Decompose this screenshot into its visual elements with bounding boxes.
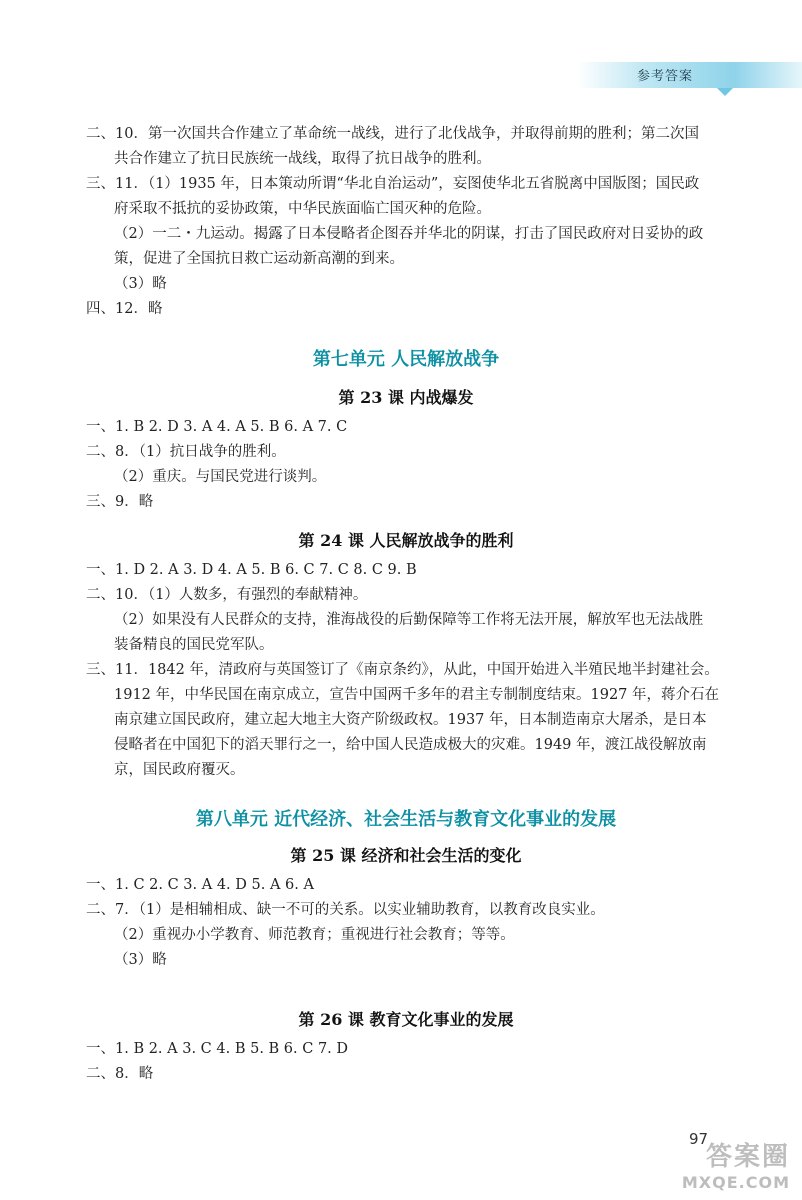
answer-line: 策，促进了全国抗日救亡运动新高潮的到来。 [114,251,404,267]
answer-line: 三、11．（1）1935 年，日本策动所谓“华北自治运动”，妄图使华北五省脱离中国版图；国民政 [86,176,700,192]
answer-line: 三、11．1842 年，清政府与英国签订了《南京条约》，从此，中国开始进入半殖民地半封建社会。 [86,662,719,678]
site-watermark [682,1136,790,1192]
answer-line: 四、12．略 [86,301,163,317]
answer-line: 一、1. D 2. A 3. D 4. A 5. B 6. C 7. C 8. C 9. B [86,562,417,578]
answer-line: （2）如果没有人民群众的支持，淮海战役的后勤保障等工作将无法开展，解放军也无法战胜 [114,612,704,628]
answer-line: 侵略者在中国犯下的滔天罪行之一，给中国人民造成极大的灾难。1949 年，渡江战役解放南 [114,737,707,753]
watermark-line-2: MXQE.COM [681,1173,790,1192]
answer-line: （3）略 [114,952,167,968]
answer-line: 一、1. B 2. A 3. C 4. B 5. B 6. C 7. D [86,1041,349,1057]
answer-line: 二、10．第一次国共合作建立了革命统一战线，进行了北伐战争，并取得前期的胜利；第二次国 [86,126,699,142]
lesson-23-title: 第 23 课 内战爆发 [338,388,474,407]
answer-line: 二、7．（1）是相辅相成、缺一不可的关系。以实业辅助教育，以教育改良实业。 [86,902,605,918]
watermark-line-1: 答案圈 [705,1142,790,1172]
unit-7-title: 第七单元 人民解放战争 [312,349,500,370]
page-number: 97 [689,1130,709,1148]
answer-content [86,122,726,1087]
answer-line: 府采取不抵抗的妥协政策，中华民族面临亡国灭种的危险。 [114,201,491,217]
answer-line: 二、8．（1）抗日战争的胜利。 [86,444,286,460]
answer-line: （2）重庆。与国民党进行谈判。 [114,469,327,485]
answer-line: 南京建立国民政府，建立起大地主大资产阶级政权。1937 年，日本制造南京大屠杀，是日本 [114,712,707,728]
answer-line: （2）一二・九运动。揭露了日本侵略者企图吞并华北的阴谋，打击了国民政府对日妥协的政 [114,226,704,242]
answer-line: 京，国民政府覆灭。 [114,762,245,778]
answer-line: 三、9．略 [86,494,154,510]
answer-line: 一、1. C 2. C 3. A 4. D 5. A 6. A [86,877,314,893]
header-label: 参考答案 [637,69,694,84]
answer-line: 1912 年，中华民国在南京成立，宣告中国两千多年的君主专制制度结束。1927 年，蒋介石在 [114,687,720,703]
header-tab-notch [717,88,733,96]
lesson-25-title: 第 25 课 经济和社会生活的变化 [290,846,522,865]
answer-line: 共合作建立了抗日民族统一战线，取得了抗日战争的胜利。 [114,151,491,167]
lesson-26-title: 第 26 课 教育文化事业的发展 [298,1010,514,1029]
answer-line: 一、1. B 2. D 3. A 4. A 5. B 6. A 7. C [86,419,348,435]
answer-line: 二、10．（1）人数多，有强烈的奉献精神。 [86,587,368,603]
answer-line: （3）略 [114,276,167,292]
answer-line: 装备精良的国民党军队。 [114,637,274,653]
answer-key-header-tab [577,62,802,88]
answer-line: 二、8．略 [86,1066,154,1082]
lesson-24-title: 第 24 课 人民解放战争的胜利 [298,531,514,550]
unit-8-title: 第八单元 近代经济、社会生活与教育文化事业的发展 [195,809,617,830]
answer-line: （2）重视办小学教育、师范教育；重视进行社会教育；等等。 [114,927,515,943]
